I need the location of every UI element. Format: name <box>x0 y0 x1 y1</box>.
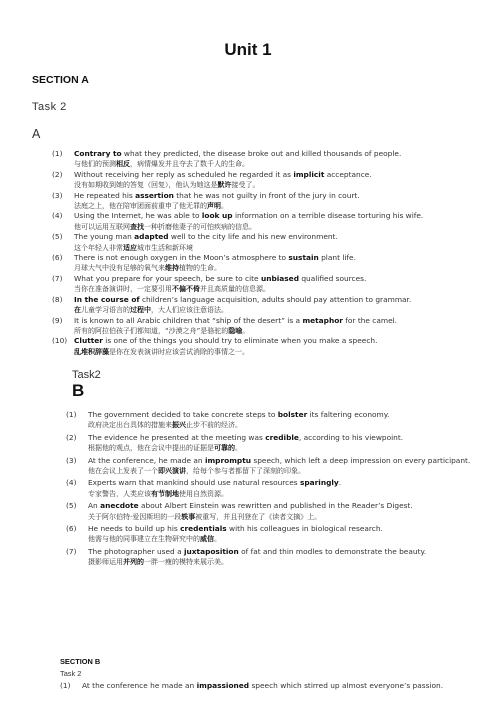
text-run: Experts warn that mankind should use natural resources <box>88 478 300 488</box>
key-term: 并列的 <box>123 558 144 567</box>
text-run: 法庭之上，他在陪审团面前重申了他无罪的 <box>74 202 207 211</box>
sentence-item <box>66 433 486 454</box>
english-sentence <box>74 274 472 284</box>
text-run: ，给每个参与者都留下了深刻的印象。 <box>186 467 305 476</box>
text-run: 城市生活和新环境 <box>137 243 193 252</box>
key-term: 相反 <box>116 160 130 169</box>
item-number: (1) <box>52 149 63 158</box>
text-run: well to the city life and his new environment. <box>168 232 338 242</box>
text-run: 这个年轻人非常 <box>74 243 123 252</box>
sentence-item <box>66 547 486 568</box>
key-term: 过程中 <box>130 306 151 315</box>
english-sentence <box>88 501 486 511</box>
text-run: qualified sources. <box>299 273 367 283</box>
key-term: 默许 <box>217 181 232 190</box>
key-term: 振兴 <box>172 421 186 430</box>
chinese-translation <box>74 243 472 253</box>
key-term: 在 <box>74 306 81 315</box>
text-run: 。 <box>221 202 228 211</box>
text-run: ，病情爆发并且夺去了数千人的生命。 <box>130 160 249 169</box>
part-a-letter: A <box>32 127 41 141</box>
sentence-item <box>52 211 472 232</box>
english-sentence <box>88 524 486 534</box>
key-term: credible <box>265 432 299 442</box>
sentence-item <box>66 478 486 499</box>
text-run: for the camel. <box>342 315 398 325</box>
text-run: 植物的生命。 <box>179 264 221 273</box>
text-run: 一胖一瘦的模特来展示美。 <box>144 558 228 567</box>
section-b-task-heading: Task 2 <box>60 669 82 678</box>
english-sentence <box>74 149 472 159</box>
text-run: that he was not guilty in front of the jury in court. <box>173 190 360 200</box>
text-run: The evidence he presented at the meeting was <box>88 432 266 442</box>
text-run: plant life. <box>318 253 356 263</box>
key-term: 适应 <box>123 243 137 252</box>
item-number: (9) <box>52 315 63 325</box>
item-number: (2) <box>52 169 63 179</box>
key-term: Contrary to <box>74 149 122 158</box>
text-run: He repeated his <box>74 190 136 200</box>
english-sentence <box>82 681 480 691</box>
text-run: 他需与他的同事建立在生物研究中的 <box>88 535 200 544</box>
key-term: impromptu <box>204 455 251 465</box>
key-term: 维持 <box>165 264 179 273</box>
text-run: What you prepare for your speech, be sure to cite <box>74 273 261 283</box>
sentence-item <box>52 253 472 274</box>
chinese-translation <box>74 222 472 232</box>
sentence-item <box>52 170 472 191</box>
sentence-item <box>52 149 472 170</box>
section-b-sentence-list <box>60 681 480 691</box>
text-run: 政府决定出台具体的措施来 <box>88 421 172 430</box>
text-run: speech, which left a deep impression on every participant. <box>251 455 471 465</box>
key-term: 轶事 <box>181 512 196 521</box>
chinese-translation <box>74 159 472 169</box>
item-number: (8) <box>52 294 63 304</box>
chinese-translation <box>74 201 472 211</box>
item-number: (10) <box>52 336 68 346</box>
text-run: 并且高质量的信息源。 <box>200 285 270 294</box>
english-sentence <box>88 478 486 488</box>
text-run: 与他们的预测 <box>74 160 116 169</box>
text-run: 是你在发表演讲时应该尝试消除的事情之一。 <box>109 347 249 356</box>
key-term: In the course of <box>74 294 140 304</box>
key-term: juxtaposition <box>183 546 239 556</box>
text-run: He needs to build up his <box>88 524 181 534</box>
english-sentence <box>88 433 486 443</box>
key-term: 威信 <box>200 535 214 544</box>
chinese-translation <box>74 284 472 294</box>
sentence-item <box>66 501 486 522</box>
key-term: sparingly <box>299 478 339 488</box>
part-a-sentence-list <box>52 149 472 357</box>
sentence-item <box>52 191 472 212</box>
text-run: what they predicted, the disease broke out and killed thousands of people. <box>121 149 402 158</box>
text-run: 所有的阿拉伯孩子们都知道，“沙漠之舟”是骆驼的 <box>74 326 229 335</box>
item-number: (1) <box>60 681 71 690</box>
chinese-translation <box>74 263 472 273</box>
text-run: 。 <box>214 535 221 544</box>
text-run: 他可以运用互联网 <box>74 222 130 231</box>
item-number: (6) <box>52 253 63 263</box>
item-number: (4) <box>52 211 63 221</box>
english-sentence <box>88 410 486 420</box>
key-term: credentials <box>180 524 227 534</box>
chinese-translation <box>88 420 486 430</box>
chinese-translation <box>74 347 472 357</box>
text-run: 摄影师运用 <box>88 558 123 567</box>
text-run: 没有如期收到她的答复（回复），他认为她这是 <box>74 181 218 190</box>
text-run: The photographer used a <box>88 546 184 556</box>
item-number: (3) <box>52 190 63 200</box>
chinese-translation <box>74 305 472 315</box>
text-run: speech which stirred up almost everyone’s passion. <box>249 681 444 690</box>
text-run: 专家警告，人类应该 <box>88 489 151 498</box>
key-term: 可靠的 <box>214 444 235 453</box>
text-run: information on a terrible disease torturing his wife. <box>232 211 424 221</box>
key-term: 乱堆积辞藻 <box>74 347 109 356</box>
chinese-translation <box>74 326 472 336</box>
text-run: , according to his viewpoint. <box>298 432 404 442</box>
text-run: of fat and thin modles to demonstrate the beauty. <box>238 546 427 556</box>
sentence-item <box>52 316 472 337</box>
text-run: An <box>88 501 101 511</box>
text-run: 当你在准备演讲时，一定要引用 <box>74 285 172 294</box>
sentence-item <box>60 681 480 691</box>
chinese-translation <box>88 512 486 522</box>
english-sentence <box>74 232 472 242</box>
english-sentence <box>74 295 472 305</box>
key-term: unbiased <box>260 273 299 283</box>
key-term: look up <box>201 211 233 221</box>
sentence-item <box>66 524 486 545</box>
chinese-translation <box>88 489 486 499</box>
item-number: (3) <box>66 455 77 465</box>
key-term: 声明 <box>207 202 221 211</box>
text-run: 一种折磨他妻子的可怕疾病的信息。 <box>144 222 256 231</box>
text-run: children’s language acquisition, adults should pay attention to grammar. <box>139 294 412 304</box>
text-run: with his colleagues in biological research. <box>226 524 383 534</box>
text-run: It is known to all Arabic children that “ship of the desert” is a <box>74 315 303 325</box>
sentence-item <box>52 336 472 357</box>
item-number: (5) <box>52 232 63 242</box>
english-sentence <box>74 316 472 326</box>
part-b-letter: B <box>72 381 85 400</box>
section-a-heading: SECTION A <box>32 74 89 86</box>
key-term: sustain <box>288 253 319 263</box>
page-title: Unit 1 <box>224 40 272 59</box>
chinese-translation <box>88 557 486 567</box>
sentence-item <box>52 295 472 316</box>
chinese-translation <box>74 180 472 190</box>
text-run: its faltering economy. <box>307 410 390 419</box>
sentence-item <box>66 410 486 431</box>
english-sentence <box>74 336 472 346</box>
text-run: is one of the things you should try to eliminate when you make a speech. <box>102 336 378 346</box>
part-b-sentence-list <box>66 410 486 570</box>
key-term: 有节制地 <box>151 489 179 498</box>
text-run: 被重写，并且刊登在了《读者文摘》上。 <box>195 512 322 521</box>
text-run: 接受了。 <box>231 181 260 190</box>
item-number: (7) <box>52 273 63 283</box>
key-term: Clutter <box>74 336 103 346</box>
item-number: (7) <box>66 546 77 556</box>
item-number: (4) <box>66 478 77 488</box>
text-run: 关于阿尔伯特·爱因斯坦的一段 <box>88 512 182 521</box>
chinese-translation <box>88 443 486 453</box>
text-run: At the conference he made an <box>82 681 197 690</box>
text-run: . <box>338 478 342 488</box>
text-run: acceptance. <box>324 169 372 179</box>
sentence-item <box>52 232 472 253</box>
key-term: implicit <box>293 169 325 179</box>
english-sentence <box>88 456 486 466</box>
text-run: 使用自然资源。 <box>179 489 228 498</box>
text-run: 止步不前的经济。 <box>186 421 242 430</box>
sentence-item <box>52 274 472 295</box>
part-b-task-heading: Task2 <box>72 369 101 381</box>
key-term: bolster <box>277 410 308 419</box>
text-run: ，大人们应该注意语法。 <box>151 306 228 315</box>
item-number: (2) <box>66 432 77 442</box>
item-number: (5) <box>66 501 77 511</box>
text-run: 根据他的观点，他在会议中提出的证据是 <box>88 444 214 453</box>
key-term: 不偏不倚 <box>172 285 200 294</box>
text-run: 。 <box>235 444 242 453</box>
text-run: 儿童学习语言的 <box>81 306 130 315</box>
english-sentence <box>74 191 472 201</box>
text-run: 他在会议上发表了一个 <box>88 467 158 476</box>
key-term: anecdote <box>100 501 139 511</box>
key-term: impassioned <box>196 681 250 690</box>
section-b-heading: SECTION B <box>60 657 101 666</box>
key-term: adapted <box>134 232 169 242</box>
text-run: There is not enough oxygen in the Moon’s atmosphere to <box>74 253 289 263</box>
key-term: 查找 <box>130 222 144 231</box>
chinese-translation <box>88 466 486 476</box>
text-run: 。 <box>242 326 250 335</box>
key-term: 即兴演讲 <box>158 467 186 476</box>
text-run: Without receiving her reply as scheduled he regarded it as <box>74 169 294 179</box>
text-run: 月球大气中没有足够的氧气来 <box>74 264 165 273</box>
item-number: (1) <box>66 410 77 419</box>
section-a-task-heading: Task 2 <box>32 101 67 113</box>
english-sentence <box>74 170 472 180</box>
key-term: assertion <box>135 190 174 200</box>
text-run: The young man <box>74 232 135 242</box>
chinese-translation <box>88 534 486 544</box>
english-sentence <box>88 547 486 557</box>
key-term: metaphor <box>302 315 343 325</box>
english-sentence <box>74 211 472 221</box>
sentence-item <box>66 456 486 477</box>
english-sentence <box>74 253 472 263</box>
text-run: At the conference, he made an <box>88 455 205 465</box>
key-term: 隐喻 <box>228 326 243 335</box>
text-run: about Albert Einstein was rewritten and published in the Reader’s Digest. <box>138 501 413 511</box>
text-run: Using the Internet, he was able to <box>74 211 202 221</box>
item-number: (6) <box>66 524 77 534</box>
text-run: The government decided to take concrete steps to <box>88 410 278 419</box>
